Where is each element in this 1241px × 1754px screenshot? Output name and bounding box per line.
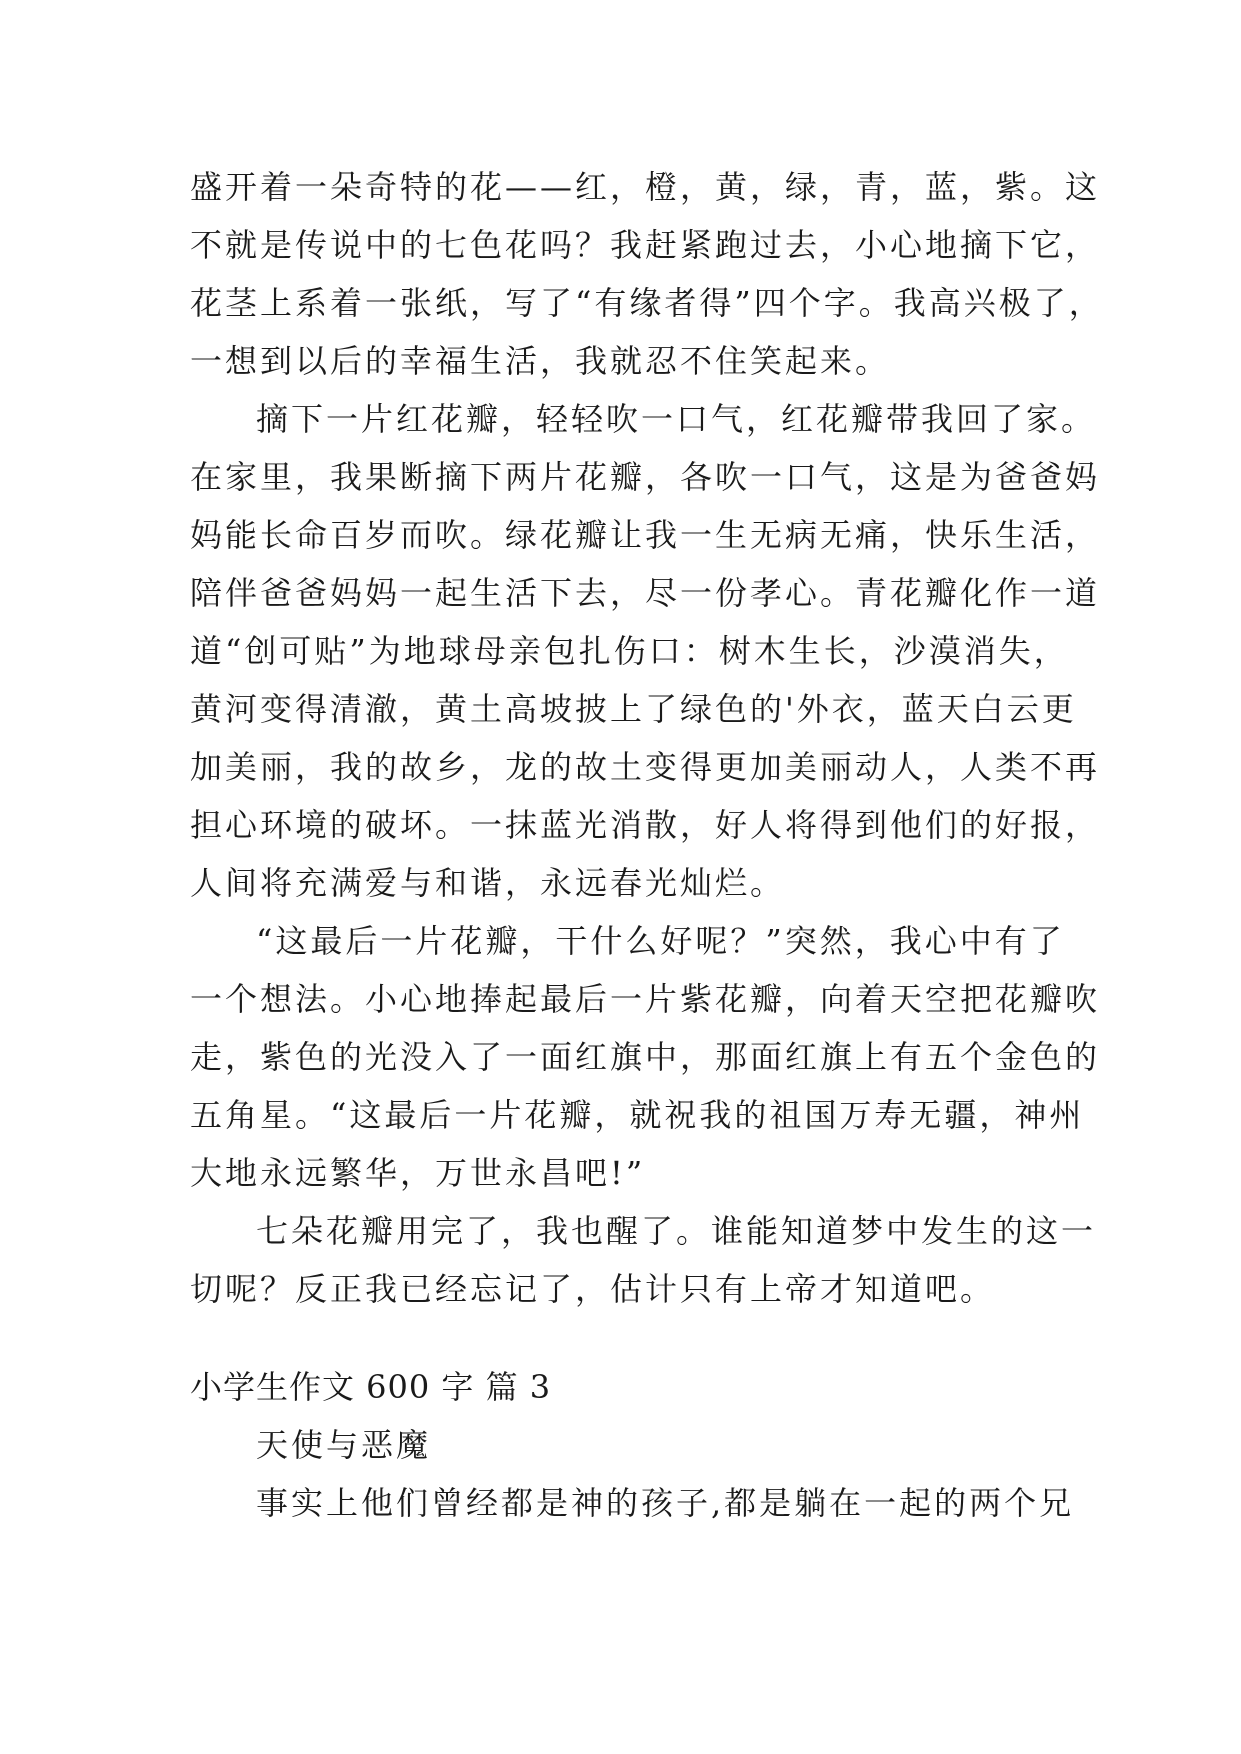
section-spacer: [190, 1318, 1060, 1358]
text-line: 陪伴爸爸妈妈一起生活下去，尽一份孝心。青花瓣化作一道: [190, 574, 1101, 612]
text-line: 事实上他们曾经都是神的孩子,都是躺在一起的两个兄: [256, 1484, 1075, 1522]
text-line: 人间将充满爱与和谐，永远春光灿烂。: [190, 864, 786, 902]
text-line: 切呢？反正我已经忘记了，估计只有上帝才知道吧。: [190, 1270, 996, 1308]
text-line: 摘下一片红花瓣，轻轻吹一口气，红花瓣带我回了家。: [256, 400, 1097, 438]
paragraph-5: [190, 1474, 1075, 1532]
text-line: 大地永远繁华，万世永昌吧!”: [190, 1154, 646, 1192]
paragraph-4: [190, 1202, 1097, 1318]
text-line: 五角星。“这最后一片花瓣，就祝我的祖国万寿无疆，神州: [190, 1096, 1085, 1134]
document-page: [190, 158, 1104, 1532]
text-line: 七朵花瓣用完了，我也醒了。谁能知道梦中发生的这一: [256, 1212, 1097, 1250]
text-line: 一个想法。小心地捧起最后一片紫花瓣，向着天空把花瓣吹: [190, 980, 1101, 1018]
text-line: 道“创可贴”为地球母亲包扎伤口：树木生长，沙漠消失，: [190, 632, 1069, 670]
text-line: 一想到以后的幸福生活，我就忍不住笑起来。: [190, 342, 891, 380]
text-line: 妈能长命百岁而吹。绿花瓣让我一生无病无痛，快乐生活，: [190, 516, 1101, 554]
text-line: 在家里，我果断摘下两片花瓣，各吹一口气，这是为爸爸妈: [190, 458, 1101, 496]
text-line: 花茎上系着一张纸，写了“有缘者得”四个字。我高兴极了，: [190, 284, 1104, 322]
text-line: 担心环境的破坏。一抹蓝光消散，好人将得到他们的好报，: [190, 806, 1101, 844]
essay-title: 天使与恶魔: [256, 1426, 432, 1464]
paragraph-2: [190, 390, 1101, 912]
paragraph-3: [190, 912, 1101, 1202]
section-heading: 小学生作文 600 字 篇 3: [190, 1368, 552, 1406]
text-line: “这最后一片花瓣，干什么好呢？”突然，我心中有了: [256, 922, 1065, 960]
text-line: 盛开着一朵奇特的花——红，橙，黄，绿，青，蓝，紫。这: [190, 168, 1101, 206]
paragraph-1: [190, 158, 1104, 390]
text-line: 走，紫色的光没入了一面红旗中，那面红旗上有五个金色的: [190, 1038, 1101, 1076]
text-line: 黄河变得清澈，黄土高坡披上了绿色的'外衣，蓝天白云更: [190, 690, 1077, 728]
text-line: 加美丽，我的故乡，龙的故土变得更加美丽动人，人类不再: [190, 748, 1101, 786]
text-line: 不就是传说中的七色花吗？我赶紧跑过去，小心地摘下它，: [190, 226, 1101, 264]
